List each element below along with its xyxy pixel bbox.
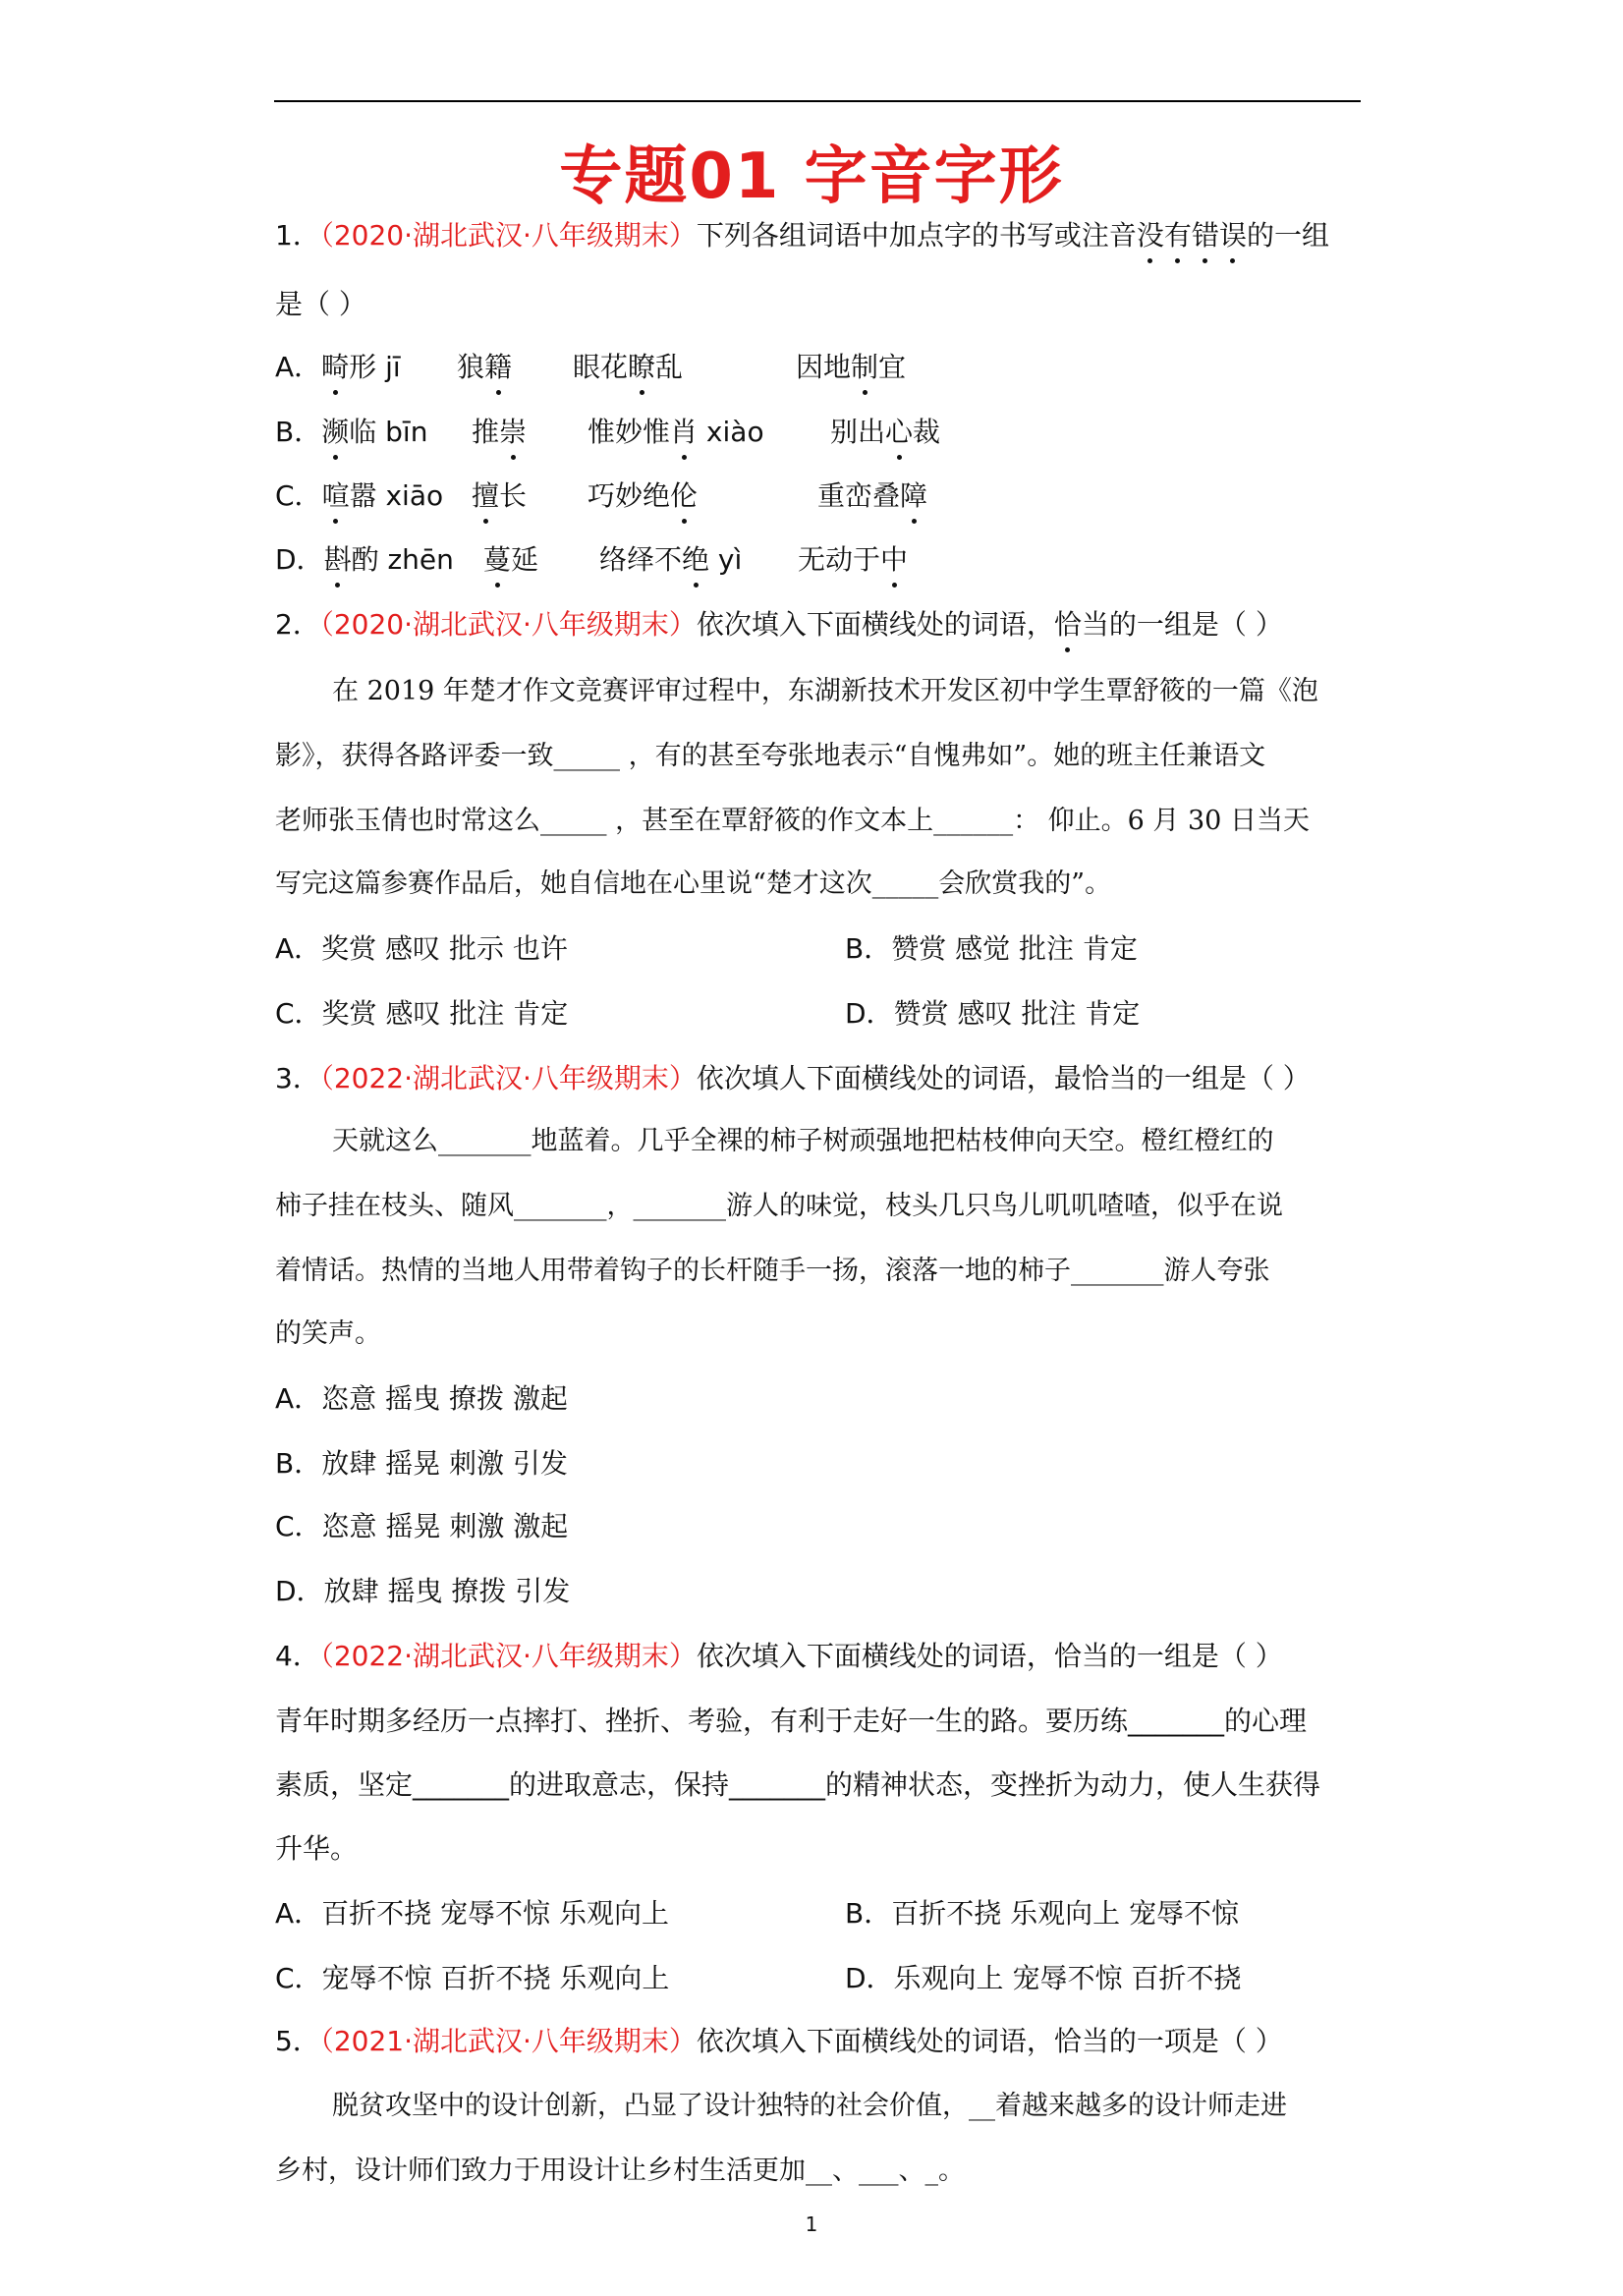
q4-passage-2: 素质，坚定_______的进取意志，保持_______的精神状态，变挫折为动力，使人生获得 — [275, 1768, 1321, 1801]
q2-option-d: D．赞赏 感叹 批注 肯定 — [845, 997, 1141, 1030]
q1-option-d: D．斟酌 zhēn 蔓延 络绎不绝 yì 无动于中 — [275, 540, 454, 580]
q4-option-c: C．宠辱不惊 百折不挠 乐观向上 — [275, 1962, 670, 1994]
q1-stem-line2: 是（ ） — [275, 288, 366, 320]
q5-source: （2021·湖北武汉·八年级期末） — [319, 2025, 697, 2057]
q1-option-c: C．喧嚣 xiāo 擅长 巧妙绝伦 重峦叠障 — [275, 476, 443, 516]
q1-option-b: B．濒临 bīn 推崇 惟妙惟肖 xiào 别出心裁 — [275, 413, 427, 452]
q3-passage-1: 天就这么_______地蓝着。几乎全裸的柿子树顽强地把枯枝伸向天空。橙红橙红的 — [332, 1126, 1274, 1156]
q4-option-b: B．百折不挠 乐观向上 宠辱不惊 — [845, 1897, 1240, 1930]
page-number: 1 — [805, 2212, 818, 2236]
q1-dot-2: 有 — [1164, 216, 1192, 255]
q3-source: （2022·湖北武汉·八年级期末） — [319, 1062, 697, 1094]
q2-passage-1: 在 2019 年楚才作文竞赛评审过程中，东湖新技术开发区初中学生覃舒筱的一篇《泡 — [332, 676, 1318, 706]
q1-source: （2020·湖北武汉·八年级期末） — [319, 219, 697, 252]
q4-option-d: D．乐观向上 宠辱不惊 百折不挠 — [845, 1962, 1242, 1994]
q2-source: （2020·湖北武汉·八年级期末） — [319, 608, 697, 641]
q2-option-b: B．赞赏 感觉 批注 肯定 — [845, 932, 1138, 965]
q3-option-d: D．放肆 摇曳 撩拨 引发 — [275, 1575, 571, 1607]
q3-option-a: A．恣意 摇曳 撩拨 激起 — [275, 1382, 568, 1415]
q4-source: （2022·湖北武汉·八年级期末） — [319, 1640, 697, 1672]
q3-passage-2: 柿子挂在枝头、随风_______，_______游人的味觉，枝头几只鸟儿叽叽喳喳，似乎在说 — [275, 1191, 1283, 1221]
q3-option-c: C．恣意 摇晃 刺激 激起 — [275, 1510, 569, 1542]
q1-stem — [275, 216, 1329, 255]
q2-option-c: C．奖赏 感叹 批注 肯定 — [275, 997, 569, 1030]
q1-stem-text: 下列各组词语中加点字的书写或注音 — [696, 219, 1137, 252]
q1-option-a: A．畸形 jī 狼籍 眼花瞭乱 因地制宜 — [275, 348, 401, 387]
q2-passage-2: 影》，获得各路评委一致_____ ，有的甚至夸张地表示“自愧弗如”。她的班主任兼语文 — [275, 741, 1266, 771]
q3-option-b: B．放肆 摇晃 刺激 引发 — [275, 1447, 568, 1480]
q2-option-a: A．奖赏 感叹 批示 也许 — [275, 932, 568, 965]
q5-passage-1: 脱贫攻坚中的设计创新，凸显了设计独特的社会价值，__着越来越多的设计师走进 — [332, 2091, 1287, 2121]
q3-stem: 3．（2022·湖北武汉·八年级期末）依次填人下面横线处的词语，最恰当的一组是（ ） — [275, 1062, 1311, 1094]
q5-stem: 5．（2021·湖北武汉·八年级期末）依次填入下面横线处的词语，恰当的一项是（ ） — [275, 2025, 1283, 2057]
q4-option-a: A．百折不挠 宠辱不惊 乐观向上 — [275, 1897, 669, 1930]
page-title: 专题01 字音字形 — [559, 140, 1064, 213]
q5-passage-2: 乡村，设计师们致力于用设计让乡村生活更加__、___、_。 — [275, 2156, 965, 2186]
q3-passage-3: 着情话。热情的当地人用带着钩子的长杆随手一扬，滚落一地的柿子_______游人夸张 — [275, 1256, 1270, 1286]
header-rule — [274, 100, 1361, 102]
q3-passage-4: 的笑声。 — [275, 1318, 381, 1349]
q1-dot-3: 错 — [1192, 216, 1219, 255]
q2-stem: 2．（2020·湖北武汉·八年级期末）依次填入下面横线处的词语，恰当的一组是（ ） — [275, 605, 1283, 644]
q2-passage-3: 老师张玉倩也时常这么_____ ，甚至在覃舒筱的作文本上______： 仰止。6 月 30 日当天 — [275, 806, 1310, 836]
q1-stem-tail: 的一组 — [1246, 219, 1329, 252]
q4-passage-3: 升华。 — [275, 1832, 359, 1865]
q1-dot-4: 误 — [1219, 216, 1247, 255]
q2-passage-4: 写完这篇参赛作品后，她自信地在心里说“楚才这次_____会欣赏我的”。 — [275, 868, 1112, 899]
q4-passage-1: 青年时期多经历一点摔打、挫折、考验，有利于走好一生的路。要历练_______的心理 — [275, 1705, 1308, 1737]
q4-stem: 4．（2022·湖北武汉·八年级期末）依次填入下面横线处的词语，恰当的一组是（ ） — [275, 1640, 1283, 1672]
q1-number: 1． — [275, 219, 320, 252]
q1-dot-1: 没 — [1137, 216, 1164, 255]
